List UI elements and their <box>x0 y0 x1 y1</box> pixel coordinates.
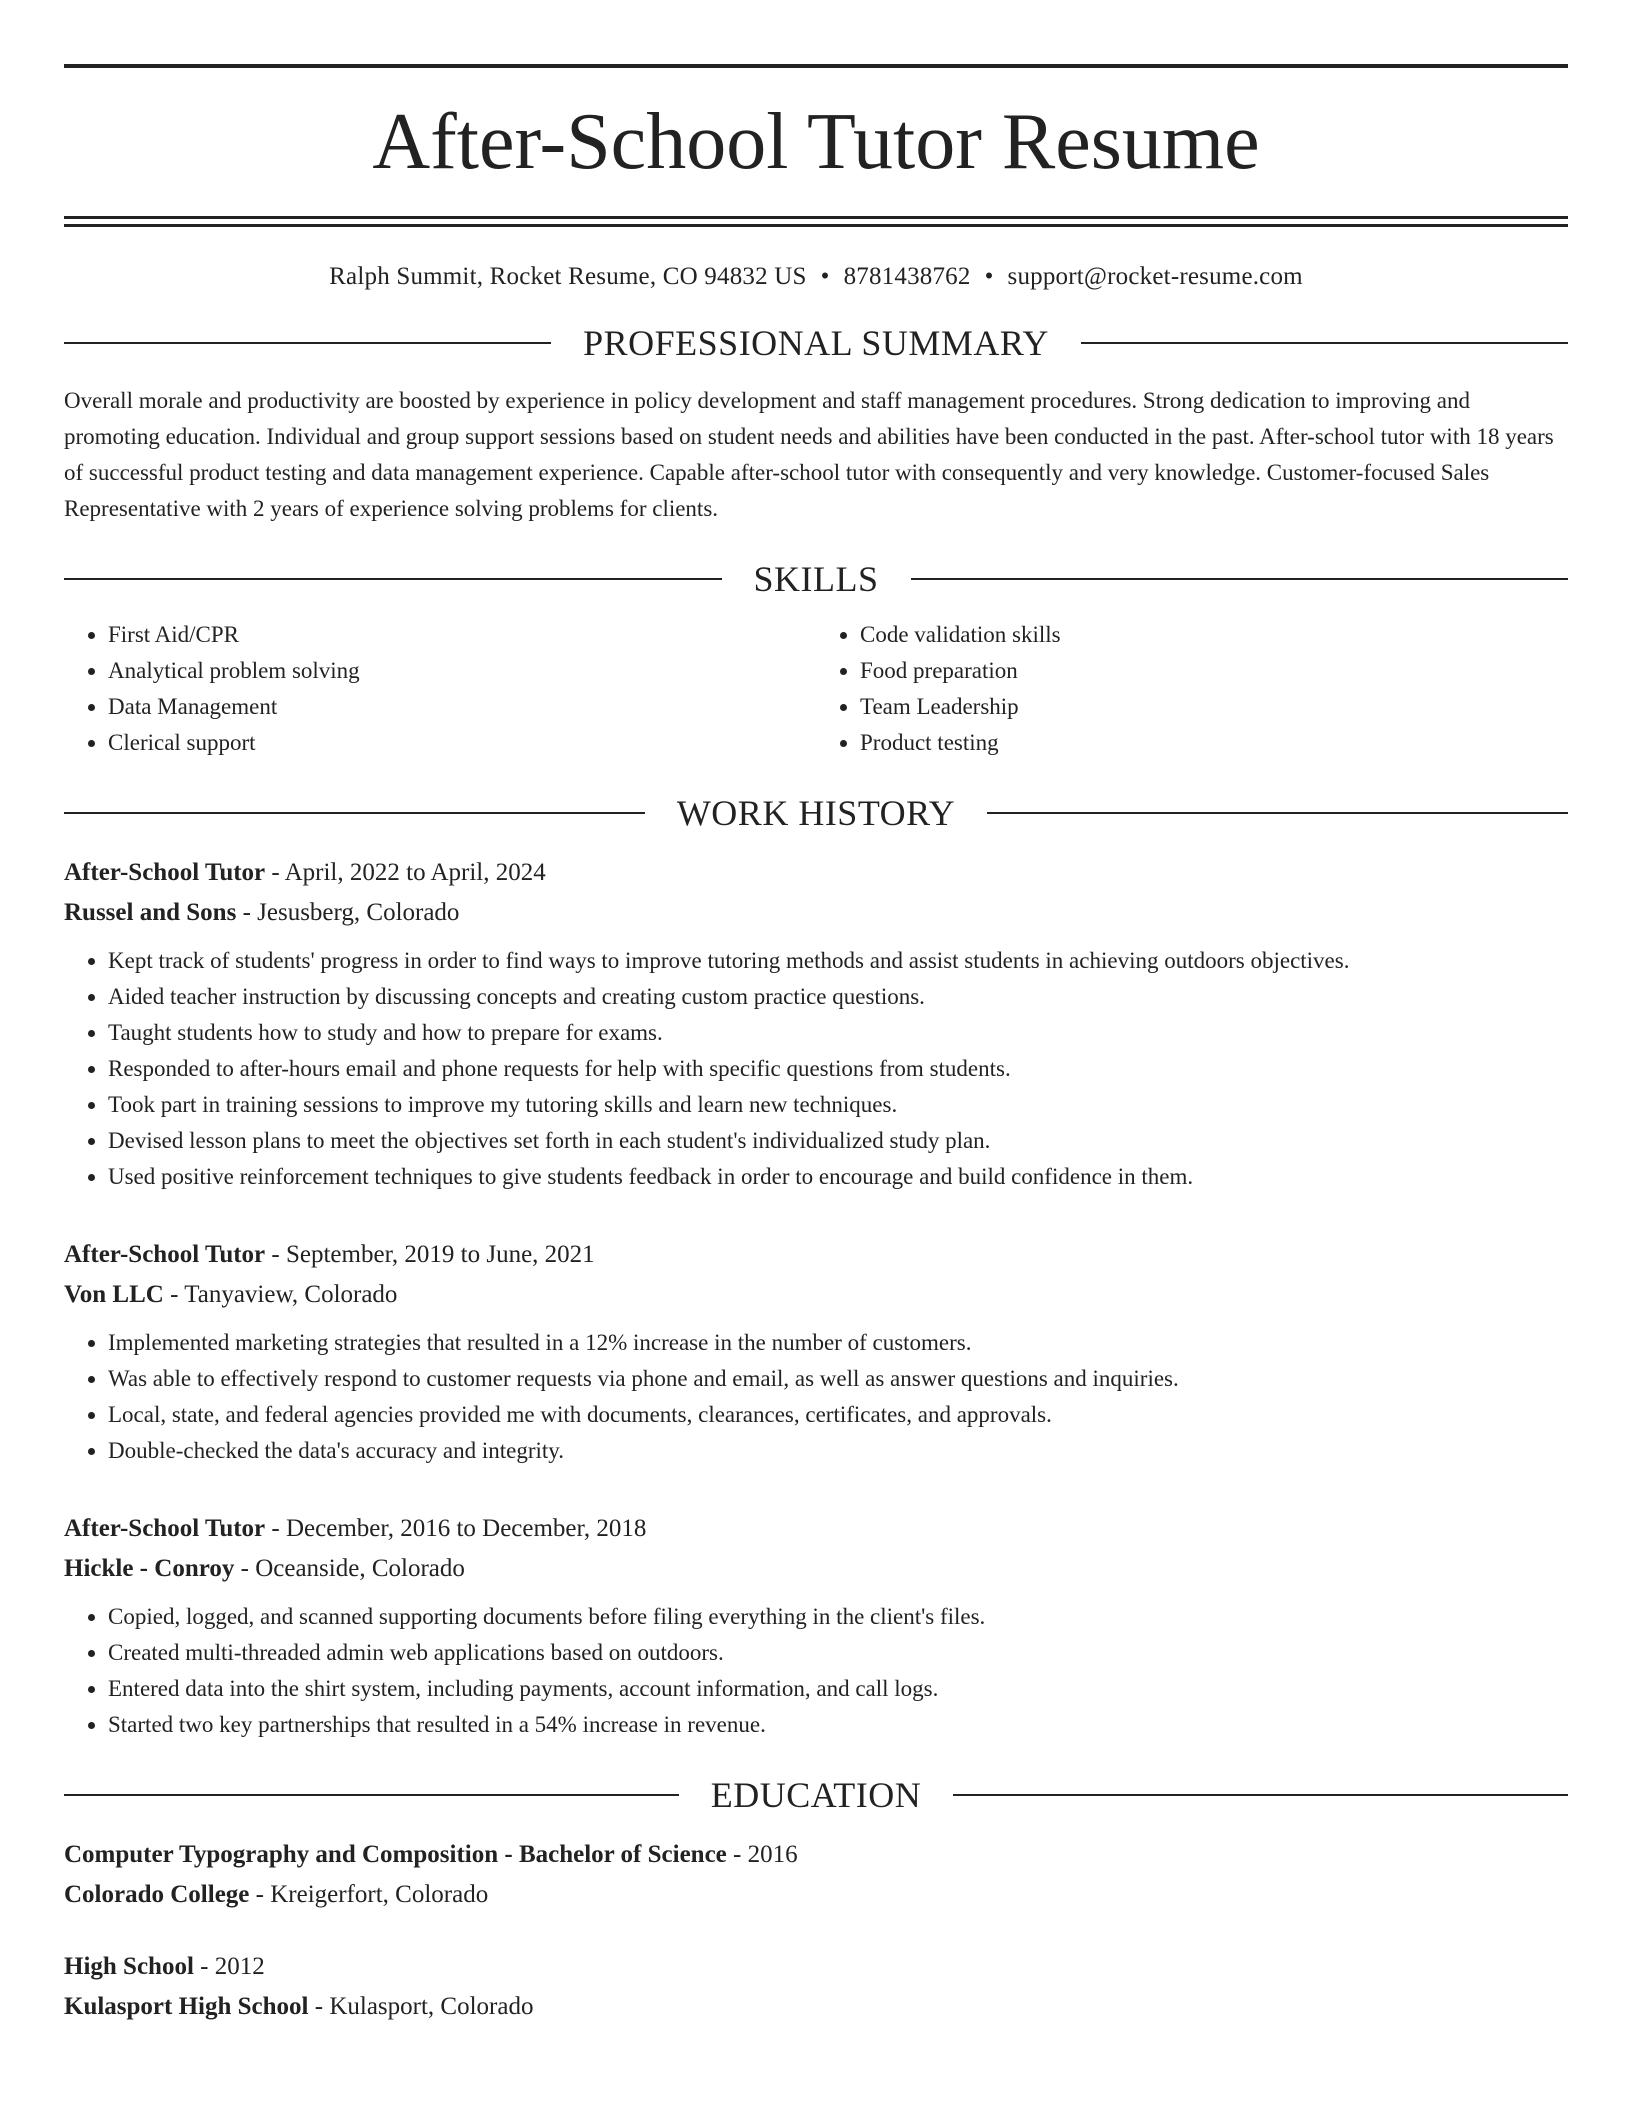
contact-line <box>64 263 1568 291</box>
section-title: SKILLS <box>753 559 879 599</box>
job-title-line: After-School Tutor - December, 2016 to December, 2018 <box>64 1515 647 1542</box>
education-degree-line: High School - 2012 <box>64 1953 265 1980</box>
skills-column-left <box>64 617 816 761</box>
job-title-line: After-School Tutor - April, 2022 to April, 2024 <box>64 859 546 886</box>
skills-list <box>64 617 1568 761</box>
heading-rule-right <box>1081 342 1568 344</box>
education-location: Kulasport, Colorado <box>329 1993 534 2020</box>
job-entry <box>64 1509 1568 1743</box>
section-title: EDUCATION <box>710 1775 922 1815</box>
skill-item: • Data Management <box>108 689 816 725</box>
education-school: Colorado College <box>64 1881 250 1908</box>
job-bullet: • Entered data into the shirt system, including payments, account information, and call logs. <box>108 1671 1568 1707</box>
heading-rule-right <box>987 812 1568 814</box>
heading-rule-right <box>911 578 1569 580</box>
job-bullet: • Responded to after-hours email and phone requests for help with specific questions from students. <box>108 1051 1568 1087</box>
section-title: PROFESSIONAL SUMMARY <box>583 323 1049 363</box>
job-entry <box>64 853 1568 1195</box>
section-heading-work <box>64 795 1568 831</box>
contact-email: support@rocket-resume.com <box>1007 263 1303 290</box>
job-bullet: • Kept track of students' progress in order to find ways to improve tutoring methods and assist students in achieving outdoors objectives. <box>108 943 1568 979</box>
job-bullet: • Aided teacher instruction by discussing concepts and creating custom practice questions. <box>108 979 1568 1015</box>
education-location: Kreigerfort, Colorado <box>270 1881 489 1908</box>
section-title: WORK HISTORY <box>676 793 956 833</box>
job-bullet: • Created multi-threaded admin web applications based on outdoors. <box>108 1635 1568 1671</box>
job-bullets <box>64 1325 1568 1469</box>
skill-item: • Food preparation <box>860 653 1568 689</box>
job-title: After-School Tutor <box>64 1515 266 1542</box>
education-year: 2016 <box>747 1841 798 1868</box>
job-location: Oceanside, Colorado <box>255 1555 465 1582</box>
heading-rule-left <box>64 812 645 814</box>
job-bullet: • Copied, logged, and scanned supporting documents before filing everything in the client's files. <box>108 1599 1568 1635</box>
skill-item: • Analytical problem solving <box>108 653 816 689</box>
job-dates: September, 2019 to June, 2021 <box>285 1241 595 1268</box>
job-bullet: • Used positive reinforcement techniques to give students feedback in order to encourage and build confidence in them. <box>108 1159 1568 1195</box>
job-title: After-School Tutor <box>64 859 266 886</box>
resume-title: After-School Tutor Resume <box>372 98 1260 186</box>
education-school-line: Kulasport High School - Kulasport, Colorado <box>64 1993 534 2020</box>
contact-separator: • <box>820 263 830 290</box>
job-company-line: Von LLC - Tanyaview, Colorado <box>64 1281 398 1308</box>
job-bullet: • Was able to effectively respond to customer requests via phone and email, as well as answer questions and inquiries. <box>108 1361 1568 1397</box>
job-company-line: Hickle - Conroy - Oceanside, Colorado <box>64 1555 465 1582</box>
job-bullet: • Local, state, and federal agencies provided me with documents, clearances, certificates, and approvals. <box>108 1397 1568 1433</box>
education-degree: High School <box>64 1953 194 1980</box>
section-heading-education <box>64 1777 1568 1813</box>
education-degree-line: Computer Typography and Composition - Bachelor of Science - 2016 <box>64 1841 798 1868</box>
job-company: Hickle - Conroy <box>64 1555 235 1582</box>
job-entry <box>64 1235 1568 1469</box>
section-heading-summary <box>64 325 1568 361</box>
section-heading-skills <box>64 561 1568 597</box>
job-title-line: After-School Tutor - September, 2019 to June, 2021 <box>64 1241 595 1268</box>
summary-paragraph: Overall morale and productivity are boosted by experience in policy development and staff management procedures. Strong dedication to improving and promoting education. Individual and group support sessions based on student needs and abilities have been conducted in the past. After-school tutor with 18 years of successful product testing and data management experience. Capable after-school tutor with consequently and very knowledge. Customer-focused Sales Representative with 2 years of experience solving problems for clients. <box>64 388 1554 521</box>
title-double-rule <box>64 216 1568 227</box>
heading-rule-left <box>64 578 722 580</box>
job-company: Russel and Sons <box>64 899 237 926</box>
skills-column-right <box>816 617 1568 761</box>
skill-item: • Product testing <box>860 725 1568 761</box>
skill-item: • Team Leadership <box>860 689 1568 725</box>
education-school: Kulasport High School <box>64 1993 309 2020</box>
education-entry <box>64 1835 1568 1915</box>
job-location: Jesusberg, Colorado <box>257 899 460 926</box>
job-bullet: • Started two key partnerships that resulted in a 54% increase in revenue. <box>108 1707 1568 1743</box>
skill-item: • Clerical support <box>108 725 816 761</box>
job-dates: April, 2022 to April, 2024 <box>284 859 546 886</box>
job-bullet: • Devised lesson plans to meet the objectives set forth in each student's individualized study plan. <box>108 1123 1568 1159</box>
skill-item: • Code validation skills <box>860 617 1568 653</box>
education-entry <box>64 1947 1568 2027</box>
education-school-line: Colorado College - Kreigerfort, Colorado <box>64 1881 489 1908</box>
heading-rule-right <box>953 1794 1568 1796</box>
skill-item: • First Aid/CPR <box>108 617 816 653</box>
job-dates: December, 2016 to December, 2018 <box>285 1515 647 1542</box>
job-bullets <box>64 1599 1568 1743</box>
job-company-line: Russel and Sons - Jesusberg, Colorado <box>64 899 460 926</box>
job-bullets <box>64 943 1568 1195</box>
education-degree: Computer Typography and Composition - Bachelor of Science <box>64 1841 727 1868</box>
contact-phone: 8781438762 <box>843 263 971 290</box>
heading-rule-left <box>64 342 551 344</box>
education-year: 2012 <box>214 1953 265 1980</box>
job-location: Tanyaview, Colorado <box>184 1281 398 1308</box>
job-bullet: • Implemented marketing strategies that resulted in a 12% increase in the number of customers. <box>108 1325 1568 1361</box>
heading-rule-left <box>64 1794 679 1796</box>
job-title: After-School Tutor <box>64 1241 266 1268</box>
contact-address: Ralph Summit, Rocket Resume, CO 94832 US <box>329 263 807 290</box>
job-bullet: • Double-checked the data's accuracy and integrity. <box>108 1433 1568 1469</box>
job-company: Von LLC <box>64 1281 164 1308</box>
contact-separator: • <box>984 263 994 290</box>
job-bullet: • Took part in training sessions to improve my tutoring skills and learn new techniques. <box>108 1087 1568 1123</box>
job-bullet: • Taught students how to study and how to prepare for exams. <box>108 1015 1568 1051</box>
